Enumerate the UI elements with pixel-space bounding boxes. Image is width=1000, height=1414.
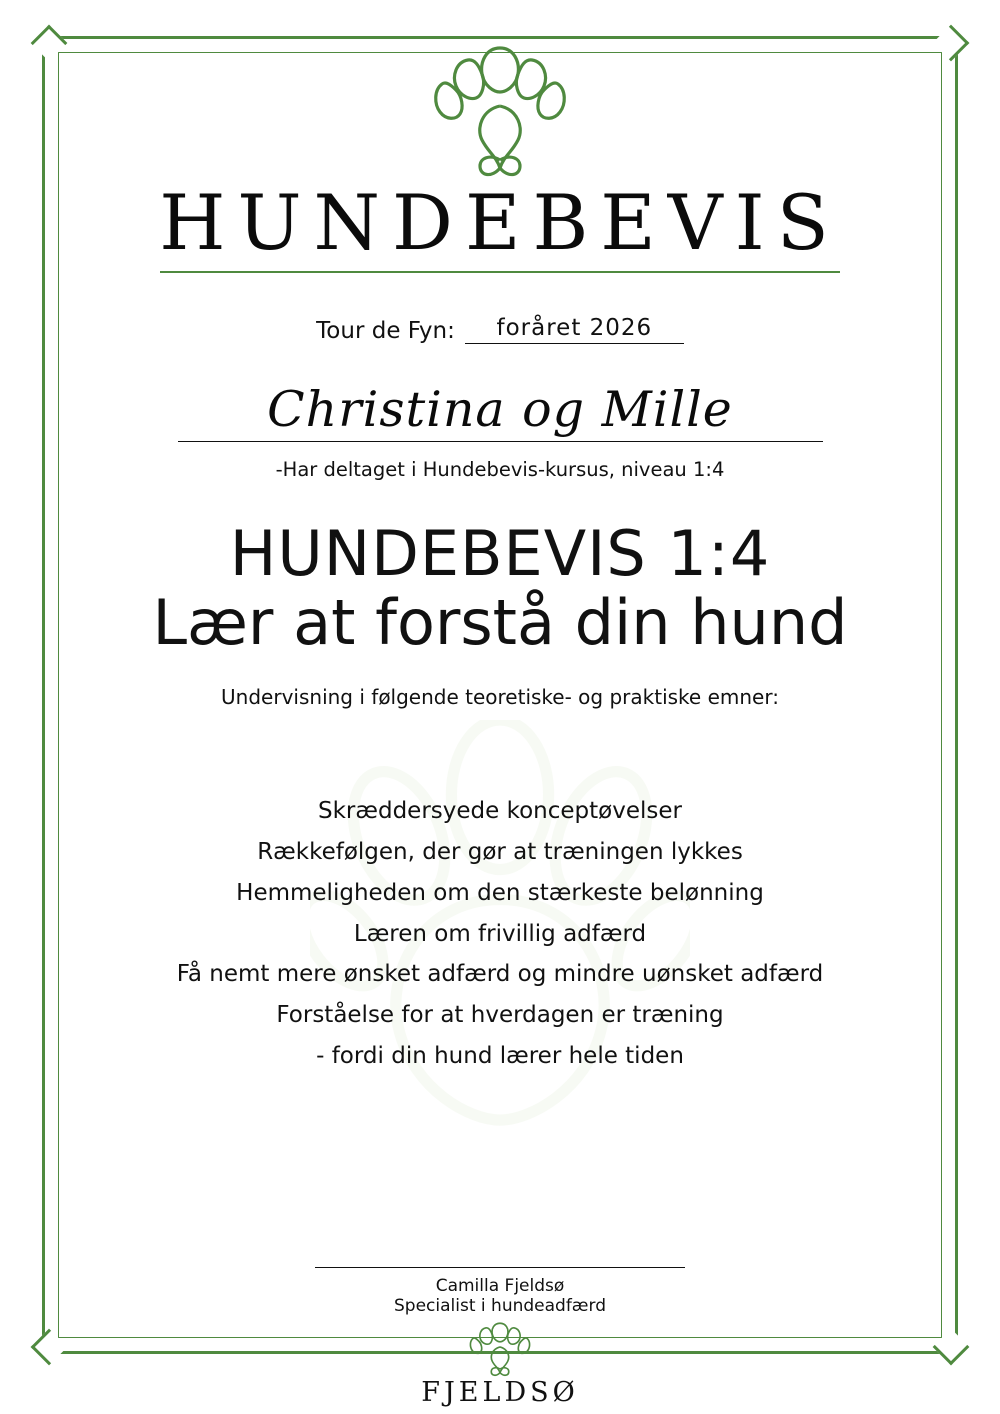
crown-paw-ornament-icon <box>430 36 570 186</box>
page-title: HUNDEBEVIS <box>159 178 841 267</box>
brand-logo <box>350 1319 650 1408</box>
signature-name: Camilla Fjeldsø <box>435 1276 565 1296</box>
paw-logo-icon <box>464 1319 536 1381</box>
list-item: Forståelse for at hverdagen er træning <box>276 1002 724 1029</box>
list-item: Skræddersyede konceptøvelser <box>318 797 682 824</box>
brand-name: FJELDSØ <box>421 1377 579 1408</box>
list-item: Læren om frivillig adfærd <box>353 920 647 947</box>
certificate-content <box>80 178 920 1077</box>
list-item: Hemmeligheden om den stærkeste belønning <box>236 879 764 906</box>
recipient-name-underline <box>178 441 823 442</box>
list-item: Rækkefølgen, der gør at træningen lykkes <box>257 838 743 865</box>
signature-block <box>0 1267 1000 1316</box>
topics-list <box>80 791 920 1078</box>
tour-label: Tour de Fyn: <box>316 318 455 344</box>
list-item: Få nemt mere ønsket adfærd og mindre uønsket adfærd <box>176 961 824 988</box>
signature-role: Specialist i hundeadfærd <box>394 1296 606 1316</box>
tour-value: foråret 2026 <box>465 315 684 344</box>
participation-line: -Har deltaget i Hundebevis-kursus, niveau 1:4 <box>275 458 725 482</box>
title-divider <box>160 271 840 273</box>
course-name: Lær at forstå din hund <box>152 585 848 659</box>
course-code: HUNDEBEVIS 1:4 <box>229 517 771 591</box>
topics-intro: Undervisning i følgende teoretiske- og praktiske emner: <box>221 684 779 709</box>
recipient-name: Christina og Mille <box>267 381 733 438</box>
list-item: - fordi din hund lærer hele tiden <box>316 1043 684 1070</box>
signature-line <box>315 1267 685 1268</box>
tour-line <box>80 315 920 344</box>
